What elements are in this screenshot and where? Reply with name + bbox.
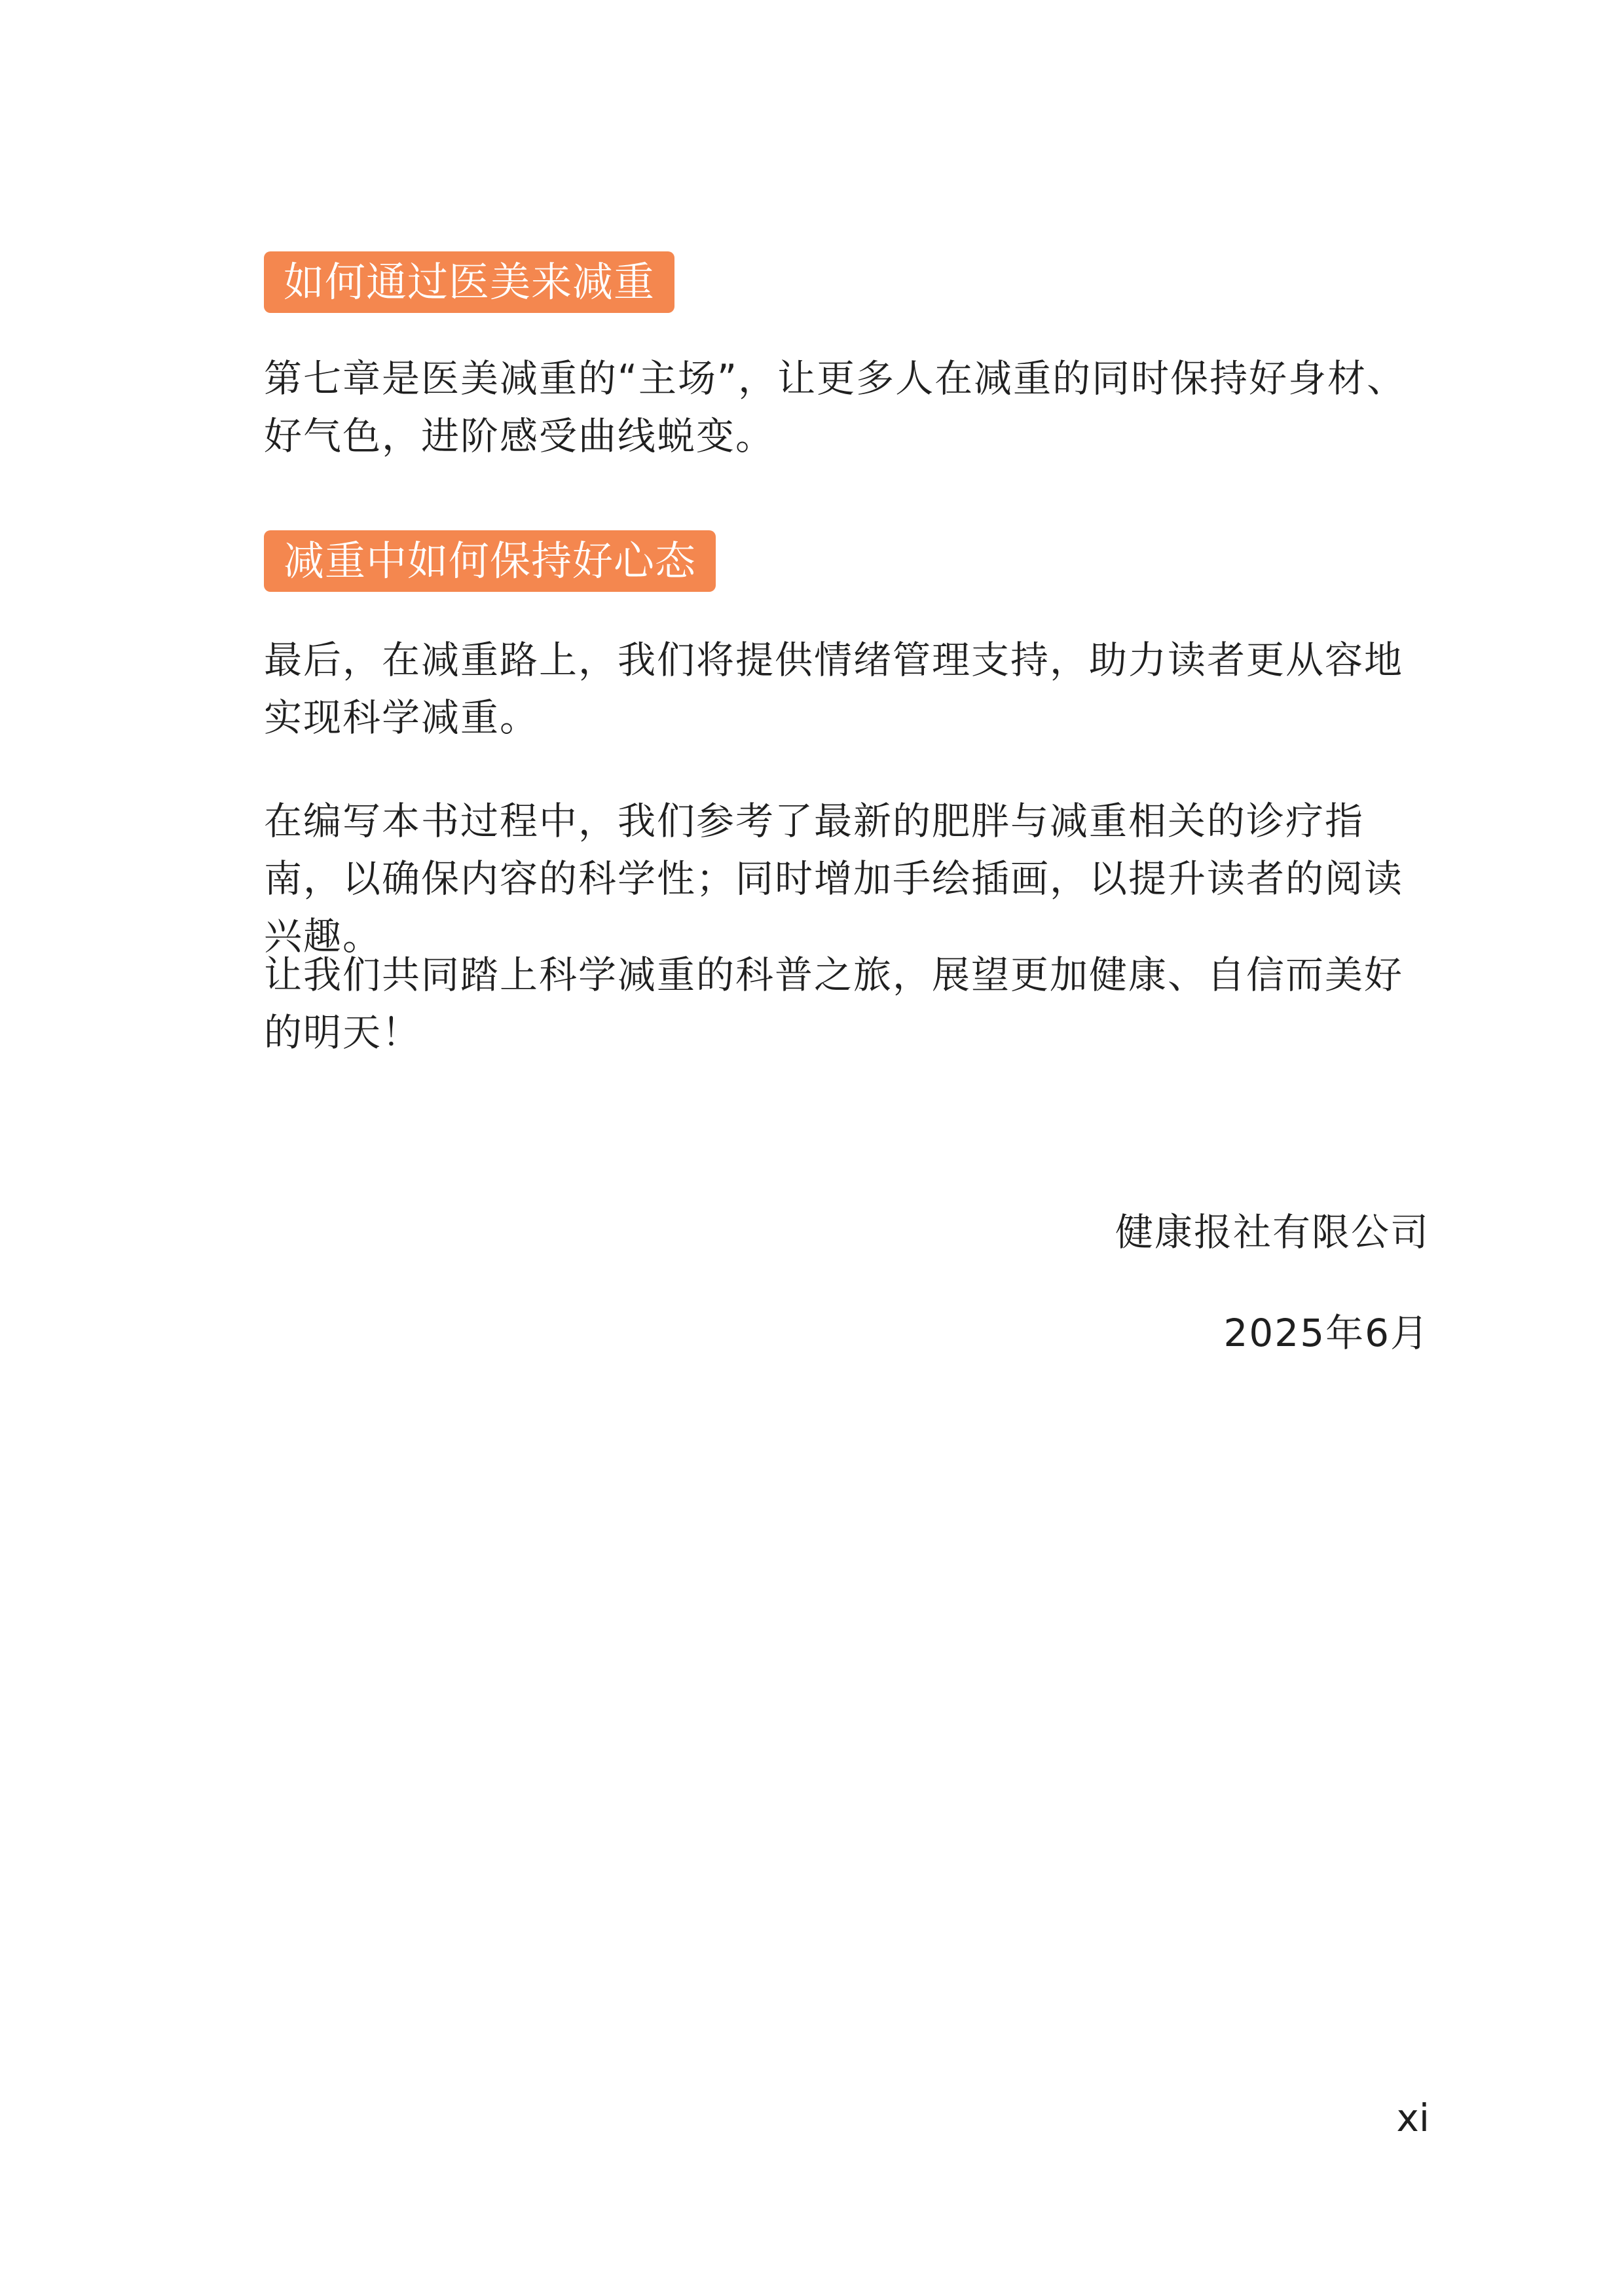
signature-organization: 健康报社有限公司 [1115,1210,1430,1254]
section-heading-mindset: 减重中如何保持好心态 [264,530,716,592]
paragraph-closing: 让我们共同踏上科学减重的科普之旅，展望更加健康、自信而美好的明天！ [264,953,1404,1055]
signature-date: 2025年6月 [1223,1311,1430,1355]
paragraph-chapter-seven: 第七章是医美减重的“主场”，让更多人在减重的同时保持好身材、好气色，进阶感受曲线蜕变。 [264,356,1407,458]
page-number: xi [1396,2096,1430,2140]
paragraph-writing-process: 在编写本书过程中，我们参考了最新的肥胖与减重相关的诊疗指南，以确保内容的科学性；同时增加手绘插画，以提升读者的阅读兴趣。 [264,799,1404,958]
paragraph-emotion-support: 最后，在减重路上，我们将提供情绪管理支持，助力读者更从容地实现科学减重。 [264,638,1404,740]
section-heading-medical-aesthetics: 如何通过医美来减重 [264,251,674,313]
